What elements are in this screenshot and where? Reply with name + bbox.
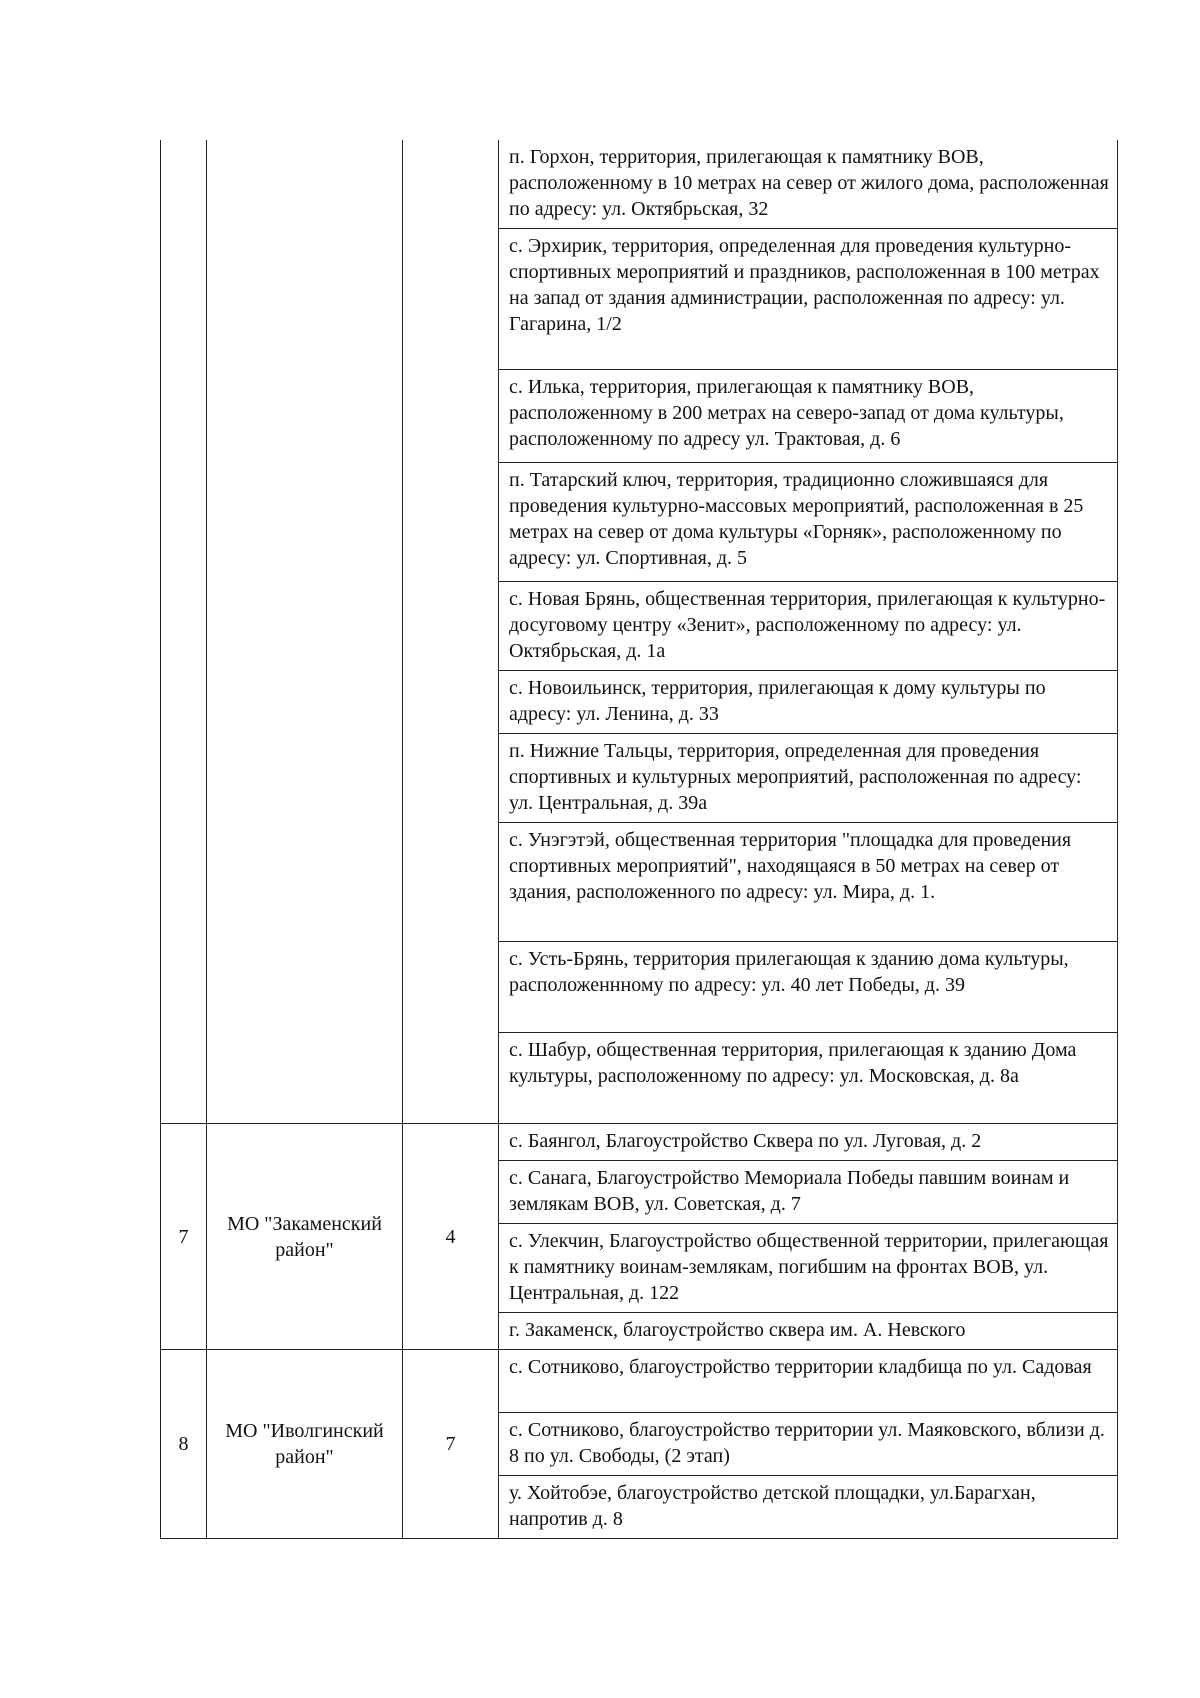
object-description: с. Новоильинск, территория, прилегающая к дому культуры по адресу: ул. Ленина, д. 33 <box>499 671 1118 734</box>
object-description: п. Нижние Тальцы, территория, определенная для проведения спортивных и культурных мероприятий, расположенная по адресу: ул. Центральная, д. 39а <box>499 734 1118 823</box>
objects-table <box>160 140 1118 1539</box>
count-cell <box>403 140 499 1124</box>
table-row <box>161 140 1118 229</box>
table-row <box>161 1124 1118 1161</box>
number-cell: 7 <box>161 1124 207 1350</box>
number-cell: 8 <box>161 1350 207 1539</box>
object-description: у. Хойтобэе, благоустройство детской площадки, ул.Барагхан, напротив д. 8 <box>499 1476 1118 1539</box>
object-description: с. Сотниково, благоустройство территории ул. Маяковского, вблизи д. 8 по ул. Свободы, (2 этап) <box>499 1413 1118 1476</box>
municipality-cell <box>207 140 403 1124</box>
count-cell: 4 <box>403 1124 499 1350</box>
number-cell <box>161 140 207 1124</box>
object-description: с. Улекчин, Благоустройство общественной территории, прилегающая к памятнику воинам-землякам, погибшим на фронтах ВОВ, ул. Центральная, д. 122 <box>499 1224 1118 1313</box>
object-description: г. Закаменск, благоустройство сквера им. А. Невского <box>499 1313 1118 1350</box>
object-description: с. Санага, Благоустройство Мемориала Победы павшим воинам и землякам ВОВ, ул. Советская, д. 7 <box>499 1161 1118 1224</box>
object-description: с. Баянгол, Благоустройство Сквера по ул. Луговая, д. 2 <box>499 1124 1118 1161</box>
table-row <box>161 1350 1118 1413</box>
municipality-cell: МО "Иволгинский район" <box>207 1350 403 1539</box>
object-description: п. Горхон, территория, прилегающая к памятнику ВОВ, расположенному в 10 метрах на север от жилого дома, расположенная по адресу: ул. Октябрьская, 32 <box>499 140 1118 229</box>
object-description: с. Эрхирик, территория, определенная для проведения культурно-спортивных мероприятий и праздников, расположенная в 100 метрах на запад от здания администрации, расположенная по адресу: ул. Гагарина, 1/2 <box>499 229 1118 370</box>
object-description: с. Сотниково, благоустройство территории кладбища по ул. Садовая <box>499 1350 1118 1413</box>
object-description: с. Илька, территория, прилегающая к памятнику ВОВ, расположенному в 200 метрах на северо-запад от дома культуры, расположенному по адресу ул. Трактовая, д. 6 <box>499 370 1118 463</box>
object-description: с. Шабур, общественная территория, прилегающая к зданию Дома культуры, расположенному по адресу: ул. Московская, д. 8а <box>499 1033 1118 1124</box>
object-description: с. Новая Брянь, общественная территория, прилегающая к культурно-досуговому центру «Зенит», расположенному по адресу: ул. Октябрьская, д. 1а <box>499 582 1118 671</box>
object-description: с. Усть-Брянь, территория прилегающая к зданию дома культуры, расположеннному по адресу: ул. 40 лет Победы, д. 39 <box>499 942 1118 1033</box>
object-description: с. Унэгэтэй, общественная территория "площадка для проведения спортивных мероприятий", находящаяся в 50 метрах на север от здания, расположенного по адресу: ул. Мира, д. 1. <box>499 823 1118 942</box>
count-cell: 7 <box>403 1350 499 1539</box>
object-description: п. Татарский ключ, территория, традиционно сложившаяся для проведения культурно-массовых мероприятий, расположенная в 25 метрах на север от дома культуры «Горняк», расположенному по адресу: ул. Спортивная, д. 5 <box>499 463 1118 582</box>
municipality-cell: МО "Закаменский район" <box>207 1124 403 1350</box>
